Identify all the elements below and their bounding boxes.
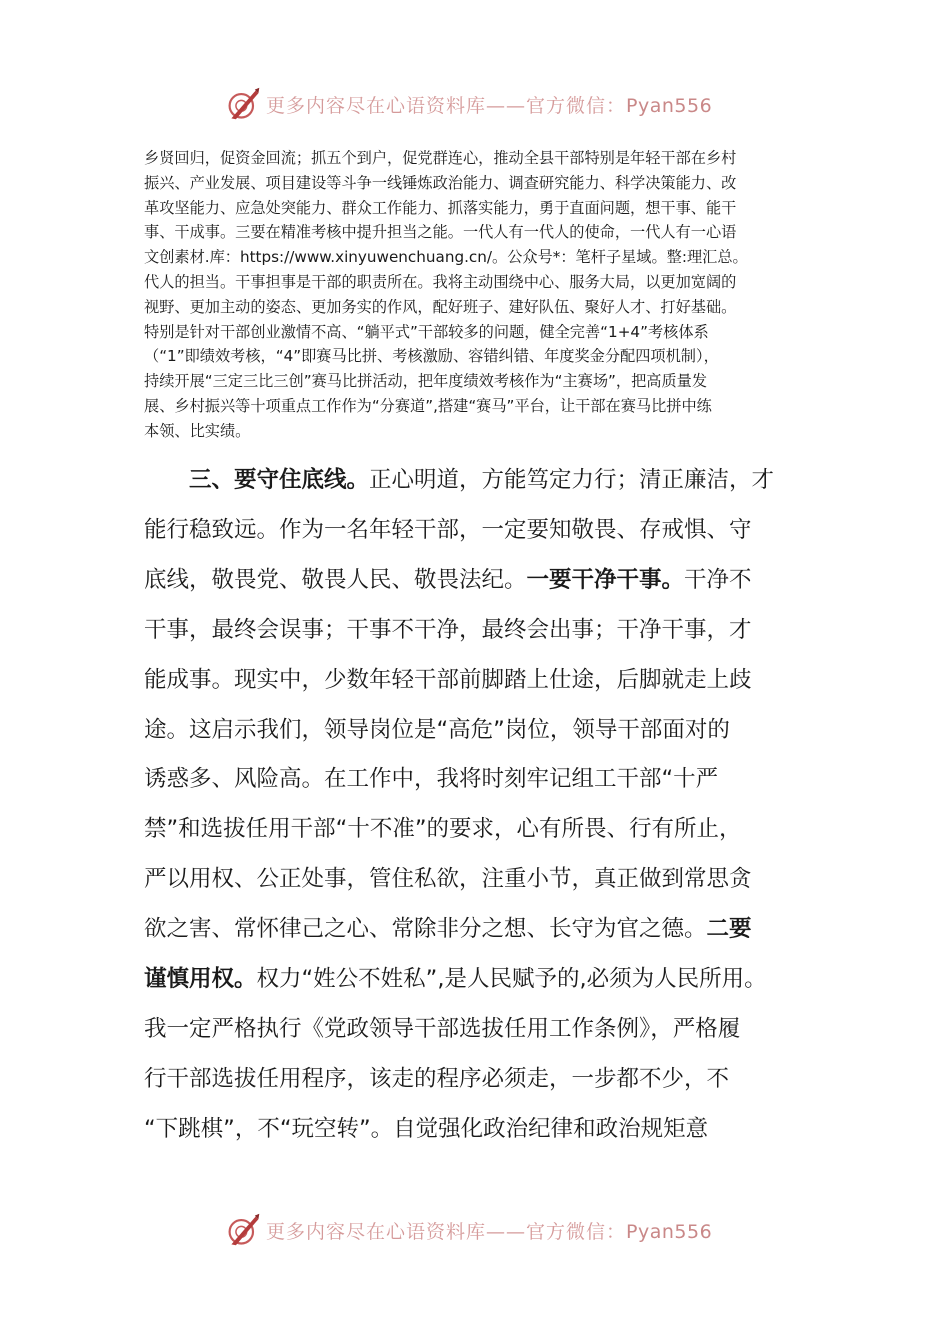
text-line: 展、乡村振兴等十项重点工作作为“分赛道”,搭建“赛马”平台，让干部在赛马比拼中练 bbox=[144, 396, 712, 415]
text-line: 欲之害、常怀律己之心、常除非分之想、长守为官之德。二要 bbox=[144, 916, 752, 943]
text-line: “下跳棋”，不“玩空转”。自觉强化政治纪律和政治规矩意 bbox=[144, 1115, 709, 1142]
point-heading: 一要干净干事。 bbox=[526, 566, 685, 593]
text-line: 途。这启示我们，领导岗位是“高危”岗位，领导干部面对的 bbox=[144, 716, 730, 743]
text-line: 禁”和选拔任用干部“十不准”的要求，心有所畏、行有所止， bbox=[144, 816, 742, 843]
text-line: 革攻坚能力、应急处突能力、群众工作能力、抓落实能力，勇于直面问题，想干事、能干 bbox=[144, 198, 737, 217]
watermark-text: 更多内容尽在心语资料库——官方微信：Pyan556 bbox=[266, 1220, 713, 1243]
text-line: 代人的担当。干事担事是干部的职责所在。我将主动围绕中心、服务大局，以更加宽阔的 bbox=[144, 272, 737, 291]
paragraph-main bbox=[144, 456, 824, 1155]
text-line: 我一定严格执行《党政领导干部选拔任用工作条例》，严格履 bbox=[144, 1015, 741, 1042]
header-watermark bbox=[0, 84, 950, 124]
paragraph-small bbox=[144, 146, 814, 444]
text-line: 视野、更加主动的姿态、更加务实的作风，配好班子、建好队伍、聚好人才、打好基础。 bbox=[144, 297, 737, 316]
pen-logo-icon bbox=[226, 86, 262, 122]
footer-watermark bbox=[0, 1210, 950, 1250]
text-line: 严以用权、公正处事，管住私欲，注重小节，真正做到常思贪 bbox=[144, 866, 752, 893]
section-heading: 三、要守住底线。 bbox=[189, 467, 370, 493]
text-line: 特别是针对干部创业激情不高、“躺平式”干部较多的问题，健全完善“1+4”考核体系 bbox=[144, 322, 709, 341]
text-line: 诱惑多、风险高。在工作中，我将时刻牢记组工干部“十严 bbox=[144, 766, 719, 793]
text-line: 谨慎用权。权力“姓公不姓私”,是人民赋予的,必须为人民所用。 bbox=[144, 966, 767, 993]
pen-logo-icon bbox=[226, 1212, 262, 1248]
wechat-id: Pyan556 bbox=[626, 94, 713, 117]
watermark-text: 更多内容尽在心语资料库——官方微信：Pyan556 bbox=[266, 94, 713, 117]
text-line: 三、要守住底线。正心明道，方能笃定力行；清正廉洁，才 bbox=[189, 467, 775, 493]
text-line: 文创素材.库：https://www.xinyuwenchuang.cn/。公众号*：笔杆子星域。整:理汇总。 bbox=[144, 248, 748, 267]
text-line: 底线，敬畏党、敬畏人民、敬畏法纪。一要干净干事。干净不 bbox=[144, 566, 752, 593]
text-line: 振兴、产业发展、项目建设等斗争一线锤炼政治能力、调查研究能力、科学决策能力、改 bbox=[144, 173, 737, 192]
wechat-id: Pyan556 bbox=[626, 1220, 713, 1243]
point-heading: 二要 bbox=[706, 916, 752, 943]
text-line: 持续开展“三定三比三创”赛马比拼活动，把年度绩效考核作为“主赛场”，把高质量发 bbox=[144, 372, 708, 391]
point-heading: 谨慎用权。 bbox=[144, 966, 257, 993]
text-line: （“1”即绩效考核，“4”即赛马比拼、考核激励、容错纠错、年度奖金分配四项机制）， bbox=[144, 347, 719, 366]
text-line: 事、干成事。三要在精准考核中提升担当之能。一代人有一代人的使命，一代人有一心语 bbox=[144, 223, 737, 242]
text-line: 本领、比实绩。 bbox=[144, 421, 251, 440]
text-line: 乡贤回归，促资金回流；抓五个到户，促党群连心，推动全县干部特别是年轻干部在乡村 bbox=[144, 149, 737, 167]
text-line: 行干部选拔任用程序，该走的程序必须走，一步都不少，不 bbox=[144, 1065, 730, 1092]
text-line: 能成事。现实中，少数年轻干部前脚踏上仕途，后脚就走上歧 bbox=[144, 666, 752, 693]
text-line: 能行稳致远。作为一名年轻干部，一定要知敬畏、存戒惧、守 bbox=[144, 516, 752, 543]
text-line: 干事，最终会误事；干事不干净，最终会出事；干净干事，才 bbox=[144, 616, 752, 643]
